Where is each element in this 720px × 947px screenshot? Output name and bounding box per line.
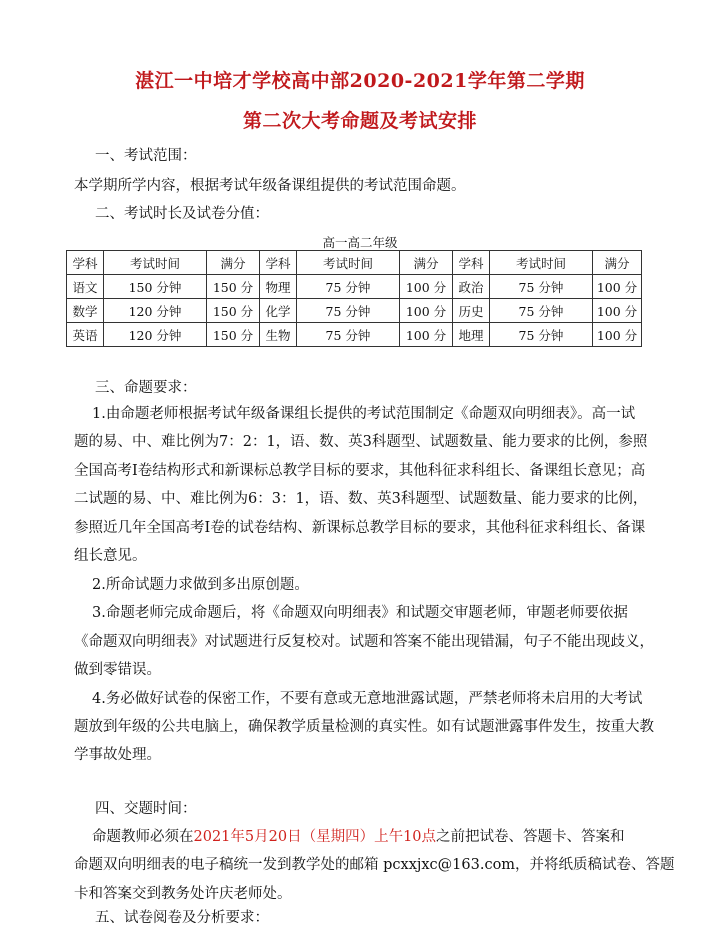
header-cell: 满分 xyxy=(593,251,642,275)
section3-line: 二试题的易、中、难比例为6：3：1，语、数、英3科题型、试题数量、能力要求的比例， xyxy=(74,491,648,507)
table-cell: 120 分钟 xyxy=(104,299,207,323)
section3-line: 3.命题老师完成命题后，将《命题双向明细表》和试题交审题老师，审题老师要依据 xyxy=(92,605,628,621)
header-cell: 学科 xyxy=(260,251,297,275)
table-cell: 数学 xyxy=(67,299,104,323)
document-title-line2: 第二次大考命题及考试安排 xyxy=(242,110,477,132)
section3-line: 2.所命试题力求做到多出原创题。 xyxy=(92,577,309,593)
header-cell: 考试时间 xyxy=(490,251,593,275)
section1-heading: 一、考试范围： xyxy=(95,148,197,164)
section3-line: 1.由命题老师根据考试年级备课组长提供的考试范围制定《命题双向明细表》。高一试 xyxy=(92,406,636,422)
table-cell: 英语 xyxy=(67,323,104,347)
header-cell: 考试时间 xyxy=(297,251,400,275)
table-cell: 150 分钟 xyxy=(104,275,207,299)
section4-line: 命题双向明细表的电子稿统一发到教学处的邮箱 pcxxjxc@163.com，并将纸质稿试卷、答题 xyxy=(74,857,675,873)
section3-line: 题放到年级的公共电脑上，确保教学质量检测的真实性。如有试题泄露事件发生，按重大教 xyxy=(74,719,654,735)
section3-heading: 三、命题要求： xyxy=(95,380,197,396)
table-cell: 100 分 xyxy=(400,323,453,347)
section5-heading: 五、试卷阅卷及分析要求： xyxy=(95,910,269,926)
section4-line xyxy=(92,827,625,847)
table-row xyxy=(67,323,642,347)
table-cell: 75 分钟 xyxy=(490,275,593,299)
section3-line: 《命题双向明细表》对试题进行反复校对。试题和答案不能出现错漏，句子不能出现歧义， xyxy=(74,634,654,650)
document-title-line1: 湛江一中培才学校高中部2020-2021学年第二学期 xyxy=(135,70,585,92)
table-cell: 120 分钟 xyxy=(104,323,207,347)
table-caption: 高一高二年级 xyxy=(322,235,398,250)
section3-line: 全国高考Ⅰ卷结构形式和新课标总教学目标的要求，其他科征求科组长、备课组长意见；高 xyxy=(74,463,646,479)
deadline-intro: 命题教师必须在 xyxy=(92,829,194,845)
section1-body: 本学期所学内容，根据考试年级备课组提供的考试范围命题。 xyxy=(74,178,466,194)
section3-line: 组长意见。 xyxy=(74,548,147,564)
header-cell: 满分 xyxy=(400,251,453,275)
table-cell: 地理 xyxy=(453,323,490,347)
table-cell: 150 分 xyxy=(207,323,260,347)
table-cell: 150 分 xyxy=(207,299,260,323)
header-cell: 学科 xyxy=(453,251,490,275)
table-cell: 100 分 xyxy=(400,275,453,299)
table-cell: 政治 xyxy=(453,275,490,299)
section3-line: 题的易、中、难比例为7：2：1，语、数、英3科题型、试题数量、能力要求的比例，参照 xyxy=(74,434,648,450)
section4-heading: 四、交题时间： xyxy=(95,801,197,817)
table-cell: 100 分 xyxy=(593,323,642,347)
table-cell: 100 分 xyxy=(593,275,642,299)
section3-line: 做到零错误。 xyxy=(74,662,161,678)
deadline-outro: 之前把试卷、答题卡、答案和 xyxy=(436,829,625,845)
section2-heading: 二、考试时长及试卷分值： xyxy=(95,206,269,222)
table-cell: 历史 xyxy=(453,299,490,323)
table-cell: 75 分钟 xyxy=(297,323,400,347)
section3-line: 学事故处理。 xyxy=(74,747,161,763)
table-row xyxy=(67,275,642,299)
header-cell: 学科 xyxy=(67,251,104,275)
deadline-highlight: 2021年5月20日（星期四）上午10点 xyxy=(193,829,437,845)
table-row xyxy=(67,299,642,323)
exam-schedule-table xyxy=(66,250,642,347)
table-cell: 100 分 xyxy=(593,299,642,323)
table-cell: 语文 xyxy=(67,275,104,299)
section3-line: 4.务必做好试卷的保密工作，不要有意或无意地泄露试题，严禁老师将未启用的大考试 xyxy=(92,691,643,707)
table-cell: 化学 xyxy=(260,299,297,323)
table-header-row xyxy=(67,251,642,275)
table-cell: 75 分钟 xyxy=(297,275,400,299)
table-cell: 100 分 xyxy=(400,299,453,323)
table-cell: 物理 xyxy=(260,275,297,299)
table-cell: 生物 xyxy=(260,323,297,347)
table-cell: 75 分钟 xyxy=(490,323,593,347)
header-cell: 满分 xyxy=(207,251,260,275)
table-cell: 75 分钟 xyxy=(490,299,593,323)
section3-line: 参照近几年全国高考Ⅰ卷的试卷结构、新课标总教学目标的要求，其他科征求科组长、备课 xyxy=(74,520,646,536)
header-cell: 考试时间 xyxy=(104,251,207,275)
table-cell: 75 分钟 xyxy=(297,299,400,323)
section4-line: 卡和答案交到教务处许庆老师处。 xyxy=(74,886,292,902)
table-cell: 150 分 xyxy=(207,275,260,299)
